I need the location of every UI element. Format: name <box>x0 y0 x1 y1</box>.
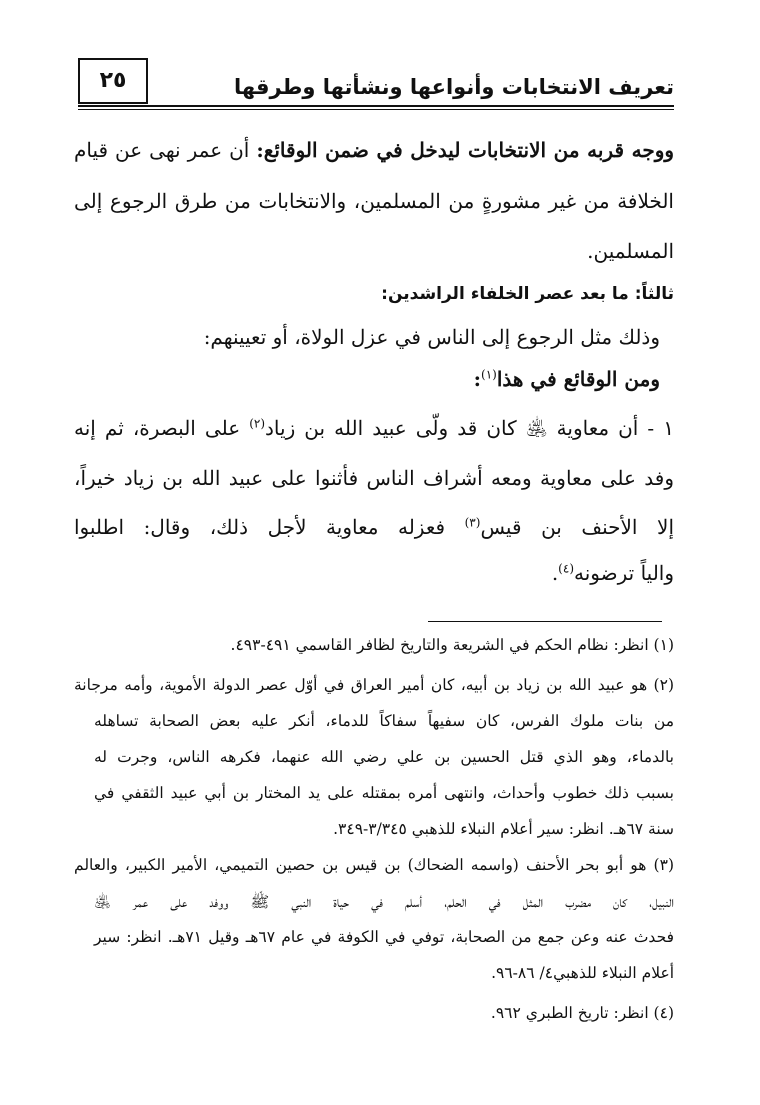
body-line-5 <box>60 367 660 391</box>
footnote-3-line-3: فحدث عنه وعن جمع من الصحابة، توفي في الكوفة في عام ٦٧هـ وقيل ٧١هـ. انظر: سير <box>94 928 674 946</box>
text-run: ١ - أن معاوية ﵁ كان قد ولّى عبيد الله بن زياد <box>265 416 674 440</box>
footnote-ref: (٣) <box>464 515 481 530</box>
footnote-2-line-5: سنة ٦٧هـ. انظر: سير أعلام النبلاء للذهبي ٣/٣٤٥-٣٤٩. <box>333 820 674 838</box>
text-run: إلا الأحنف بن قيس <box>480 515 675 539</box>
body-line-4: وذلك مثل الرجوع إلى الناس في عزل الولاة، أو تعيينهم: <box>203 325 660 349</box>
section-heading: ثالثاً: ما بعد عصر الخلفاء الراشدين: <box>381 284 674 304</box>
footnote-1: (١) انظر: نظام الحكم في الشريعة والتاريخ لظافر القاسمي ٤٩١-٤٩٣. <box>230 636 674 654</box>
body-line-2: الخلافة من غير مشورةٍ من المسلمين، والانتخابات من طرق الرجوع إلى <box>74 189 674 213</box>
header-rule-thin <box>78 109 674 110</box>
bold-phrase: ووجه قربه من الانتخابات ليدخل في ضمن الوقائع: <box>256 138 675 162</box>
footnote-2-line-4: بسبب ذلك خطوب وأحداث، وانتهى أمره بمقتله على يد المختار بن أبي عبيد الثقفي في <box>94 784 674 802</box>
body-line-8 <box>74 515 674 539</box>
bold-phrase: ومن الوقائع في هذا <box>496 367 660 391</box>
text-run: أن عمر نهى عن قيام <box>74 138 257 162</box>
footnote-2-line-3: بالدماء، وهو الذي قتل الحسين بن علي رضي الله عنهما، فكرهه الناس، وجرت له <box>94 748 674 766</box>
body-line-7: وفد على معاوية ومعه أشراف الناس فأثنوا على عبيد الله بن زياد خيراً، <box>74 466 674 490</box>
footnote-3-line-2: النبيل، كان مضرب المثل في الحلم، أسلم في حياة النبي ﷺ ووفد على عمر ﵁ <box>94 893 674 911</box>
text-run: : <box>473 367 481 391</box>
text-run: . <box>551 561 559 585</box>
footnote-3-line-4: أعلام النبلاء للذهبي٤/ ٨٦-٩٦. <box>491 964 674 982</box>
body-line-9 <box>74 561 674 585</box>
body-line-6 <box>74 416 674 445</box>
footnote-4: (٤) انظر: تاريخ الطبري ٩٦٢. <box>490 1004 674 1022</box>
footnote-2-line-1: (٢) هو عبيد الله بن زياد بن أبيه، كان أمير العراق في أوّل عصر الدولة الأموية، وأمه مرجانة <box>74 676 674 694</box>
body-line-1 <box>74 138 674 162</box>
body-line-3: المسلمين. <box>587 239 674 263</box>
running-title: تعريف الانتخابات وأنواعها ونشأتها وطرقها <box>234 75 674 99</box>
running-header <box>78 58 674 110</box>
footnote-ref: (٢) <box>249 416 266 431</box>
text-run: فعزله معاوية لأجل ذلك، وقال: اطلبوا <box>74 515 465 539</box>
page-number: ٢٥ <box>78 58 148 104</box>
text-run: على البصرة، ثم إنه <box>74 416 250 440</box>
header-rule <box>78 105 674 107</box>
footnote-separator <box>428 621 662 622</box>
text-run: والياً ترضونه <box>574 561 674 585</box>
footnote-ref: (١) <box>481 367 497 382</box>
footnote-ref: (٤) <box>558 561 574 576</box>
footnote-3-line-1: (٣) هو أبو بحر الأحنف (واسمه الضحاك) بن قيس بن حصين التميمي، الأمير الكبير، والعالم <box>74 856 674 874</box>
footnote-2-line-2: من بنات ملوك الفرس، كان سفيهاً سفاكاً للدماء، أنكر عليه بعض الصحابة تساهله <box>94 712 674 730</box>
